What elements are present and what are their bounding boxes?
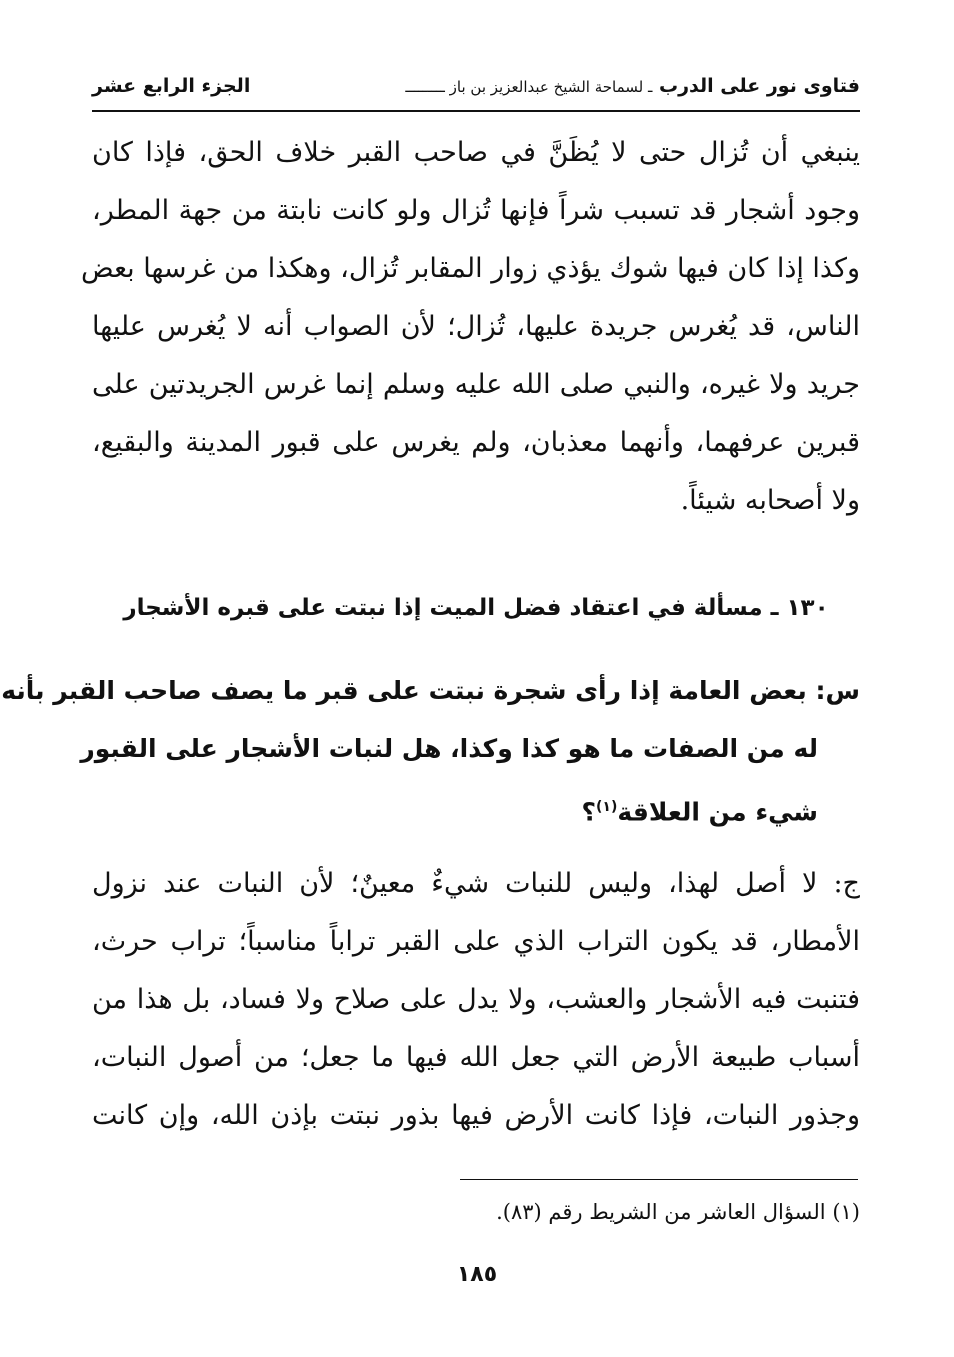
answer-line: ج: لا أصل لهذا، وليس للنبات شيءٌ معينٌ؛ لأن النبات عند نزول [92, 868, 860, 899]
question-mark: ؟ [581, 797, 597, 827]
question-block [1, 662, 860, 836]
header-author: ـ لسماحة الشيخ عبدالعزيز بن باز ـــــــــ [405, 78, 653, 96]
question-line: س: بعض العامة إذا رأى شجرة نبتت على قبر ما يصف صاحب القبر بأنه [1, 676, 860, 705]
text-line: الناس، قد يُغرس جريدة عليها، تُزال؛ لأن الصواب أنه لا يُغرس عليها [92, 311, 860, 342]
text-line: جريد ولا غيره، والنبي صلى الله عليه وسلم إنما غرس الجريدتين على [92, 369, 860, 400]
text-line: وكذا إذا كان فيها شوك يؤذي زوار المقابر تُزال، وهكذا من غرسها بعض [81, 253, 860, 284]
paragraph-continuation [81, 124, 860, 530]
text-line: قبرين عرفهما، وأنهما معذبان، ولم يغرس على قبور المدينة والبقيع، [92, 427, 860, 458]
text-line: ولا أصحابه شيئاً. [680, 485, 860, 516]
text-line: وجود أشجار قد تسبب شراً فإنها تُزال ولو كانت نابتة من جهة المطر، [92, 195, 860, 226]
question-line: له من الصفات ما هو كذا وكذا، هل لنبات الأشجار على القبور [80, 734, 818, 763]
text-line: ينبغي أن تُزال حتى لا يُظَنَّ في صاحب القبر خلاف الحق، فإذا كان [92, 137, 860, 168]
section-title: ١٣٠ ـ مسألة في اعتقاد فضل الميت إذا نبتت على قبره الأشجار [123, 595, 829, 621]
page-number: ١٨٥ [456, 1262, 498, 1287]
footnote-ref: (١) [596, 799, 618, 815]
footnote-divider [460, 1179, 858, 1180]
question-text: شيء من العلاقة [617, 797, 818, 827]
answer-line: فتنبت فيه الأشجار والعشب، ولا يدل على صلاح ولا فساد، بل هذا من [92, 984, 860, 1015]
answer-block [92, 855, 860, 1145]
answer-line: الأمطار، قد يكون التراب الذي على القبر تراباً مناسباً؛ تراب حرث، [92, 926, 860, 957]
footnote: (١) السؤال العاشر من الشريط رقم (٨٣). [496, 1200, 860, 1224]
answer-line: وجذور النبات، فإذا كانت الأرض فيها بذور نبتت بإذن الله، وإن كانت [92, 1100, 860, 1131]
book-title: فتاوى نور على الدرب [659, 75, 860, 97]
answer-line: أسباب طبيعة الأرض التي جعل الله فيها ما جعل؛ من أصول النبات، [92, 1042, 860, 1073]
header-volume: الجزء الرابع عشر [92, 75, 251, 97]
running-header [92, 66, 860, 112]
header-book-title [405, 75, 860, 97]
question-line [92, 778, 860, 836]
